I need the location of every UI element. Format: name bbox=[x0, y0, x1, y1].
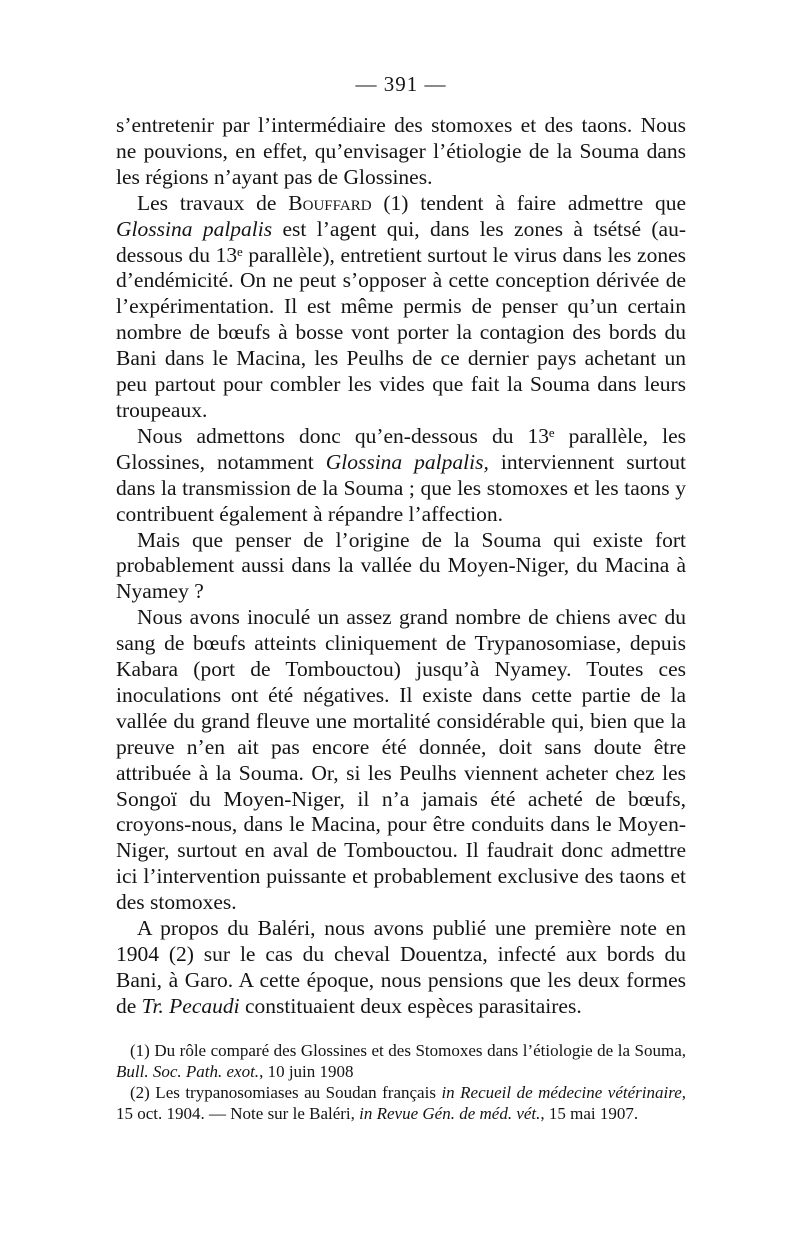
text-run: constituaient deux espèces parasitaires. bbox=[239, 993, 582, 1018]
italic-text: Glossina palpalis, bbox=[325, 449, 489, 474]
footnote bbox=[116, 1082, 686, 1124]
text-run: , 15 oct. 1904. — Note sur le Baléri, bbox=[116, 1082, 686, 1123]
text-run: interviennent surtout dans la transmission de la Souma ; que les stomoxes et les taons y contribuent également à répandre l’affection. bbox=[116, 449, 686, 526]
text-run: (1) tendent à faire admettre que bbox=[371, 190, 686, 215]
footnotes bbox=[116, 1040, 686, 1124]
paragraph bbox=[116, 113, 686, 191]
paragraph bbox=[116, 916, 686, 1020]
text-run: A propos du Baléri, nous avons publié une première note en 1904 (2) sur le cas du cheval Douentza, infecté aux bords du Bani, à Garo. A cette époque, nous pensions que les deux formes de bbox=[116, 916, 686, 1018]
footnote bbox=[116, 1040, 686, 1082]
paragraph bbox=[116, 424, 686, 528]
text-run: Nous avons inoculé un assez grand nombre de chiens avec du sang de bœufs atteints cliniquement de Trypanosomiase, depuis Kabara (port de Tombouctou) jusqu’à Nyamey. Toutes ces inoculations ont été négatives. Il existe dans cette partie de la vallée du grand fleuve une mortalité considérable qui, bien que la preuve n’en ait pas encore été donnée, doit sans doute être attribuée à la Souma. Or, si les Peulhs viennent acheter chez les Songoï du Moyen-Niger, il n’a jamais été acheté de bœufs, croyons-nous, dans le Macina, pour être conduits dans le Moyen-Niger, surtout en aval de Tombouctou. Il faudrait donc admettre ici l’intervention puissante et probablement exclusive des taons et des stomoxes. bbox=[116, 605, 686, 915]
italic-text: Bull. Soc. Path. exot. bbox=[116, 1061, 260, 1081]
italic-text: in Recueil de médecine vétérinaire bbox=[441, 1082, 682, 1102]
page-number: — 391 — bbox=[355, 72, 447, 96]
text-run: (1) Du rôle comparé des Glossines et des Stomoxes dans l’étiologie de la Souma, bbox=[130, 1040, 686, 1060]
paragraph bbox=[116, 191, 686, 424]
author-name: Bouffard bbox=[288, 190, 372, 215]
text-run: Les travaux de bbox=[137, 190, 289, 215]
body-text bbox=[116, 113, 686, 1020]
text-run: , 15 mai 1907. bbox=[540, 1103, 639, 1123]
text-run: , 10 juin 1908 bbox=[259, 1061, 354, 1081]
paragraph bbox=[116, 605, 686, 916]
text-run: (2) Les trypanosomiases au Soudan français bbox=[130, 1082, 442, 1102]
text-run: Nous admettons donc qu’en-dessous du 13ᵉ parallèle, les Glossines, notamment bbox=[116, 423, 686, 474]
text-run: s’entretenir par l’intermédiaire des stomoxes et des taons. Nous ne pouvions, en effet, qu’envisager l’étiologie de la Souma dans les régions n’ayant pas de Glossines. bbox=[116, 113, 686, 189]
text-run: est l’agent qui, dans les zones à tsétsé (au-dessous du 13ᵉ parallèle), entretient surtout le virus dans les zones d’endémicité. On ne peut s’opposer à cette conception dérivée de l’expérimentation. Il est même permis de penser qu’un certain nombre de bœufs à bosse vont porter la contagion des bords du Bani dans le Macina, les Peulhs de ce dernier pays achetant un peu partout pour combler les vides que fait la Souma dans leurs troupeaux. bbox=[116, 216, 687, 422]
italic-text: Glossina palpalis bbox=[116, 216, 273, 241]
text-run: Mais que penser de l’origine de la Souma qui existe fort probablement aussi dans la vallée du Moyen-Niger, du Macina à Nyamey ? bbox=[116, 527, 686, 604]
book-page bbox=[116, 72, 686, 1124]
italic-text: Tr. Pecaudi bbox=[141, 993, 240, 1018]
italic-text: in Revue Gén. de méd. vét. bbox=[359, 1103, 541, 1123]
paragraph bbox=[116, 528, 686, 606]
